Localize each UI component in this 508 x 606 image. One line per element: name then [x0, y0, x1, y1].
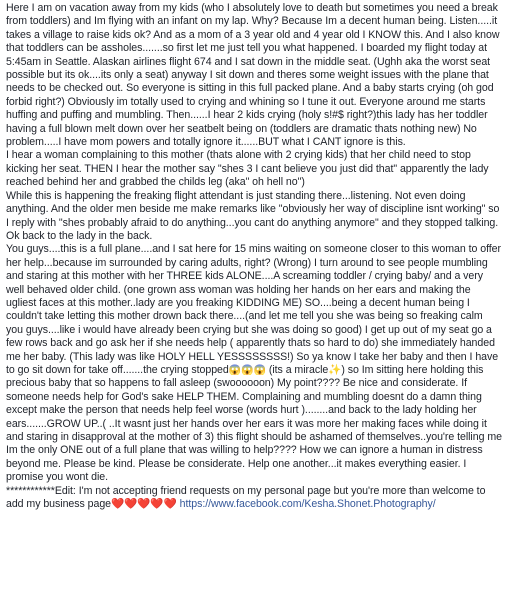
post-paragraph-complaint: I hear a woman complaining to this mother (thats alone with 2 crying kids) that her child need to stop kicking her seat. THEN I hear the mother say "shes 3 I cant believe you just did that" apparently the lady reached behind her and grabbed the childs leg (aka" oh hell no")	[6, 149, 489, 189]
edit-text: ************Edit: I'm not accepting friend requests on my personal page but you're more than welcome to add my business page	[6, 484, 486, 511]
sparkle-emoji-icon: ✨	[328, 363, 342, 376]
post-paragraph-story	[6, 243, 502, 484]
post-paragraph-edit	[6, 485, 502, 512]
story-text: You guys....this is a full plane....and I sat here for 15 mins waiting on someone closer to this woman to offer her help...because im surrounded by caring adults, right? (Wrong) I turn around to see people mumbling and staring at this mother with her THREE kids ALONE....A screaming toddler / crying baby/ and a very well behaved older child. (one grown ass woman was holding her hands on her ears and making the ugliest faces at this mother..lady are you freaking KIDDING ME) SO....being a decent human being I couldn't take letting this mother drown back there....(and let me tell you she was being so freaking calm you guys....like i would have already been crying but she was doing so good) I get up out of my seat go a few rows back and go ask her if she needs help ( apparently thats so hard to do) she immediately handed me her baby. (This lady was like HOLY HELL YESSSSSSSS!) So ya know I take her baby and then I have to go sit down for take off.......the crying stopped	[6, 243, 501, 376]
business-page-link[interactable]: https://www.facebook.com/Kesha.Shonet.Photography/	[179, 498, 436, 511]
post-paragraph-attendant: While this is happening the freaking flight attendant is just standing there...listening. Not even doing anything. And the older men beside me make remarks like "obviously her way of discipline isnt working" so I reply with "shes probably afraid to do anything...you cant do anything anymore" and they stopped talking. Ok back to the lady in the back.	[6, 189, 500, 242]
scream-emoji-icon: 😱😱😱	[228, 364, 266, 376]
hearts-emoji-icon: ❤️❤️❤️❤️❤️	[111, 498, 177, 511]
point-text: ) so Im sitting here holding this precious baby that so happens to fall asleep (swoooooon) My point???? Be nice and considerate. If someone needs help for God's sake HELP THEM. Complaining and mumbling doesnt do a damn thing except make the person that needs help feel worse (words hurt )........and back to the lady holding her ears.......GROW UP..( ..It wasnt just her hands over her ears it was more her making faces while doing it and staring in disapproval at the mother of 3) this flight should be ashamed of themselves..you're telling me Im the only ONE out of a full plane that was willing to help???? How we can ignore a human in distress beyond me. Please be kind. Please be considerate. Help one another...it makes everything easier. I promise you wont die.	[6, 363, 502, 484]
miracle-text: (its a miracle	[268, 363, 329, 376]
post-paragraph-intro: Here I am on vacation away from my kids (who I absolutely love to death but sometimes you need a break from toddlers) and Im flying with an infant on my lap. Why? Because Im a decent human being. Listen.....it takes a village to raise kids ok? And as a mom of a 3 year old and 4 year old I KNOW this. And I also know that toddlers can be assholes.......so first let me just tell you what happened. I boarded my flight today at 5:45am in Seattle. Alaskan airlines flight 674 and I sat down in the middle seat. (Ughh aka the worst seat possible but its ok....its only a seat) anyway I sit down and theres some weight issues with the plane that needs to be checked out. So everyone is sitting in this full packed plane. And a baby starts crying (oh god forbid right?) Obviously im totally used to crying and whining so I tune it out. Everyone around me starts huffing and puffing and mumbling. Then......I hear 2 kids crying (holy s!#$ right?)this lady has her toddler having a full blown melt down over her seatbelt being on (toddlers are dramatic thats nothing new) No problem.....I have mom powers and totally ignore it......BUT what I CANT ignore is this.	[6, 2, 500, 149]
